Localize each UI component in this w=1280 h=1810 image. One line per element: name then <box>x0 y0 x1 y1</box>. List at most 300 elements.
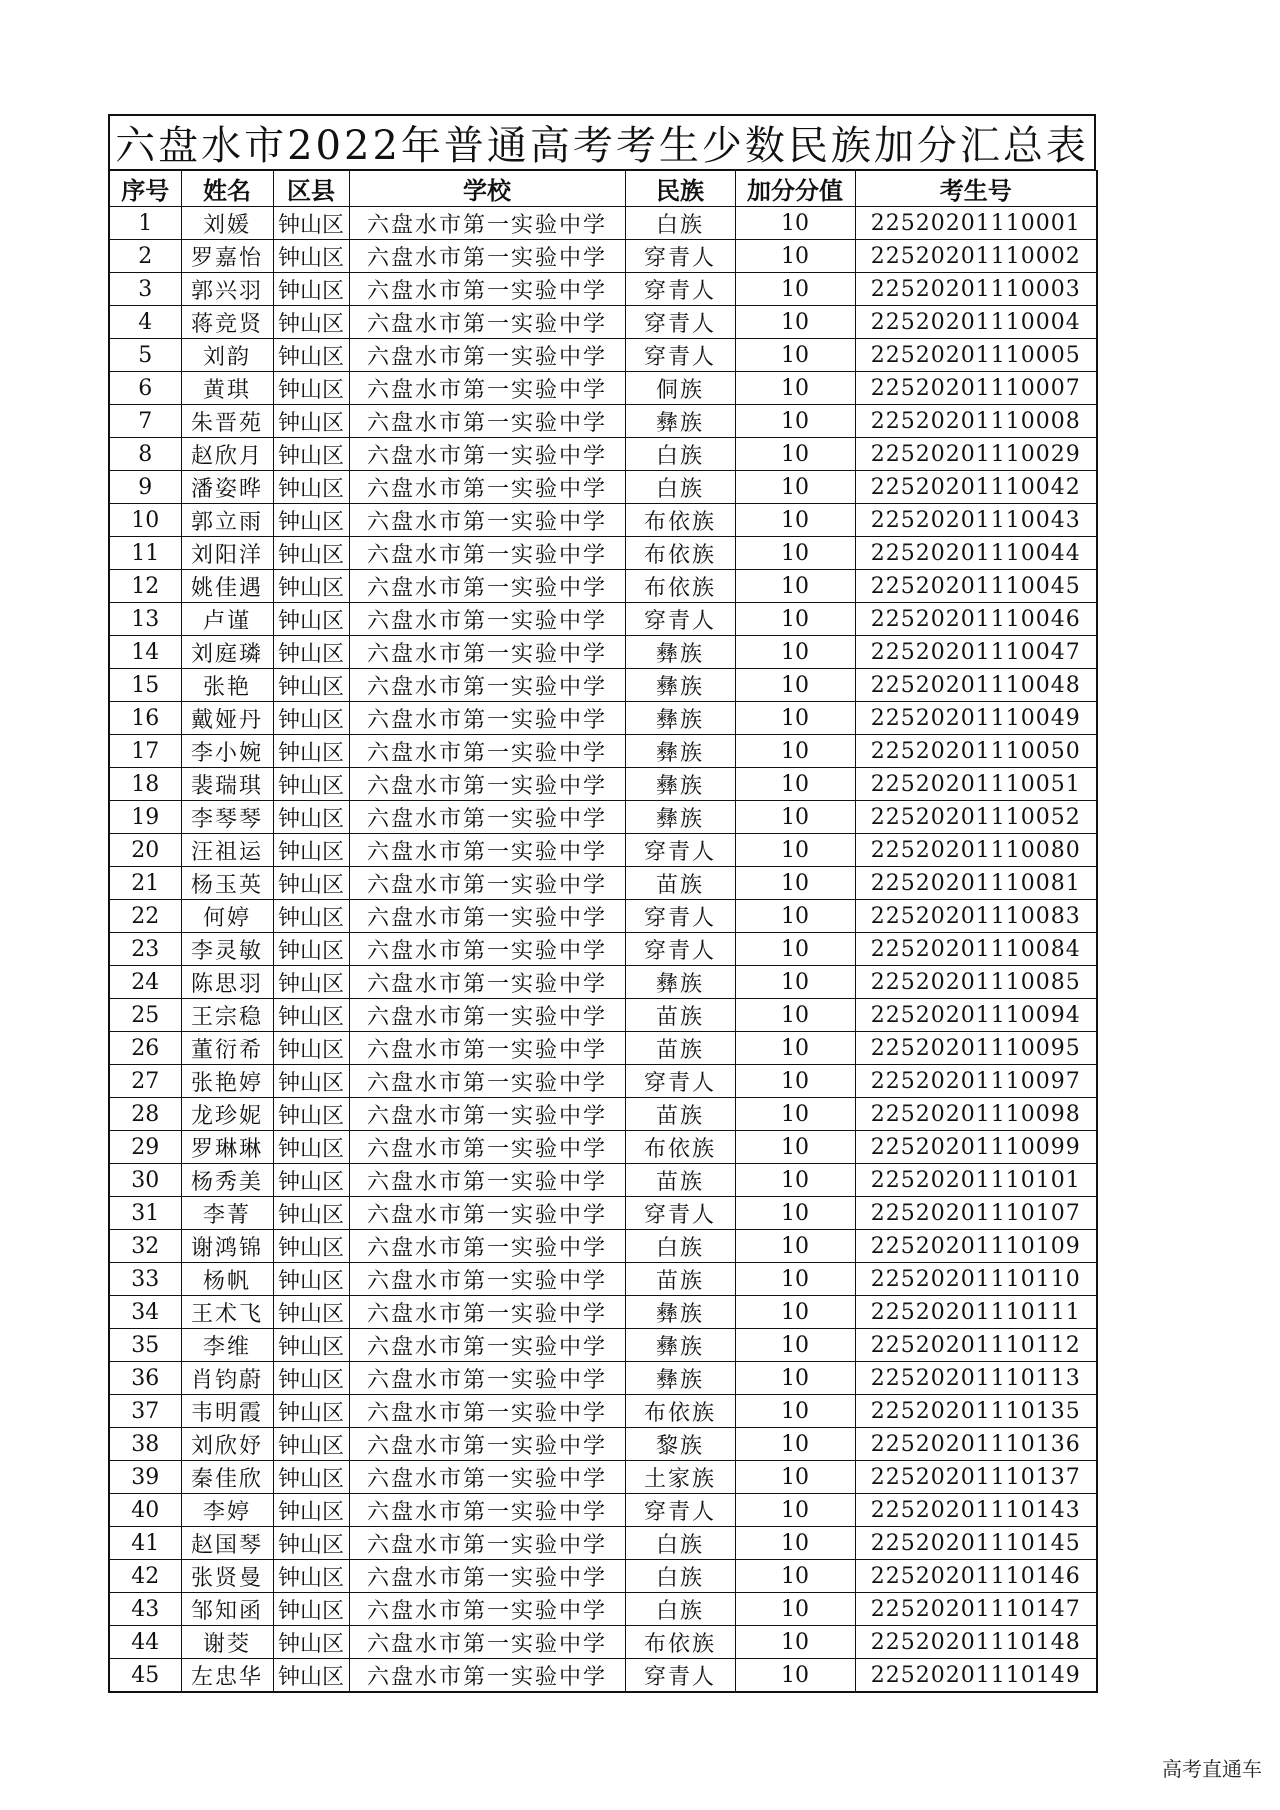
cell-index: 39 <box>109 1461 181 1494</box>
cell-bonus: 10 <box>735 1626 855 1659</box>
table-row <box>109 1659 1097 1693</box>
cell-ethnicity: 彝族 <box>625 1329 735 1362</box>
cell-name: 李小婉 <box>181 735 273 768</box>
cell-name: 谢茭 <box>181 1626 273 1659</box>
cell-index: 30 <box>109 1164 181 1197</box>
cell-district: 钟山区 <box>273 1626 349 1659</box>
cell-bonus: 10 <box>735 405 855 438</box>
cell-name: 郭兴羽 <box>181 273 273 306</box>
header-ethnicity: 民族 <box>625 171 735 207</box>
cell-district: 钟山区 <box>273 834 349 867</box>
table-row <box>109 1329 1097 1362</box>
cell-bonus: 10 <box>735 1131 855 1164</box>
cell-bonus: 10 <box>735 702 855 735</box>
cell-index: 32 <box>109 1230 181 1263</box>
cell-index: 42 <box>109 1560 181 1593</box>
cell-index: 3 <box>109 273 181 306</box>
cell-ethnicity: 穿青人 <box>625 1494 735 1527</box>
table-row <box>109 1230 1097 1263</box>
cell-bonus: 10 <box>735 1395 855 1428</box>
cell-exam-id: 22520201110008 <box>855 405 1097 438</box>
cell-index: 17 <box>109 735 181 768</box>
cell-bonus: 10 <box>735 207 855 240</box>
cell-bonus: 10 <box>735 1659 855 1693</box>
table-row <box>109 240 1097 273</box>
cell-exam-id: 22520201110135 <box>855 1395 1097 1428</box>
table-row <box>109 1428 1097 1461</box>
cell-name: 杨秀美 <box>181 1164 273 1197</box>
cell-bonus: 10 <box>735 636 855 669</box>
cell-bonus: 10 <box>735 537 855 570</box>
table-row <box>109 636 1097 669</box>
cell-exam-id: 22520201110043 <box>855 504 1097 537</box>
cell-index: 7 <box>109 405 181 438</box>
cell-district: 钟山区 <box>273 1428 349 1461</box>
cell-index: 11 <box>109 537 181 570</box>
cell-ethnicity: 苗族 <box>625 1263 735 1296</box>
cell-bonus: 10 <box>735 933 855 966</box>
table-row <box>109 339 1097 372</box>
cell-name: 何婷 <box>181 900 273 933</box>
cell-district: 钟山区 <box>273 1164 349 1197</box>
table-row <box>109 1098 1097 1131</box>
cell-district: 钟山区 <box>273 702 349 735</box>
cell-school: 六盘水市第一实验中学 <box>349 570 625 603</box>
cell-exam-id: 22520201110097 <box>855 1065 1097 1098</box>
cell-index: 20 <box>109 834 181 867</box>
cell-school: 六盘水市第一实验中学 <box>349 1329 625 1362</box>
table-row <box>109 1593 1097 1626</box>
cell-index: 8 <box>109 438 181 471</box>
cell-exam-id: 22520201110149 <box>855 1659 1097 1693</box>
cell-name: 卢谨 <box>181 603 273 636</box>
cell-district: 钟山区 <box>273 768 349 801</box>
table-row <box>109 1032 1097 1065</box>
cell-name: 龙珍妮 <box>181 1098 273 1131</box>
table-row <box>109 1362 1097 1395</box>
cell-school: 六盘水市第一实验中学 <box>349 669 625 702</box>
table-row <box>109 1494 1097 1527</box>
cell-school: 六盘水市第一实验中学 <box>349 636 625 669</box>
cell-name: 刘阳洋 <box>181 537 273 570</box>
cell-district: 钟山区 <box>273 207 349 240</box>
cell-ethnicity: 苗族 <box>625 999 735 1032</box>
cell-bonus: 10 <box>735 339 855 372</box>
cell-bonus: 10 <box>735 1098 855 1131</box>
cell-index: 4 <box>109 306 181 339</box>
cell-district: 钟山区 <box>273 1263 349 1296</box>
cell-district: 钟山区 <box>273 1197 349 1230</box>
cell-index: 35 <box>109 1329 181 1362</box>
cell-index: 38 <box>109 1428 181 1461</box>
cell-name: 张艳 <box>181 669 273 702</box>
cell-index: 12 <box>109 570 181 603</box>
cell-name: 赵欣月 <box>181 438 273 471</box>
cell-name: 邹知函 <box>181 1593 273 1626</box>
cell-exam-id: 22520201110003 <box>855 273 1097 306</box>
cell-name: 罗琳琳 <box>181 1131 273 1164</box>
table-row <box>109 1461 1097 1494</box>
cell-school: 六盘水市第一实验中学 <box>349 933 625 966</box>
cell-exam-id: 22520201110049 <box>855 702 1097 735</box>
cell-index: 41 <box>109 1527 181 1560</box>
cell-school: 六盘水市第一实验中学 <box>349 438 625 471</box>
cell-district: 钟山区 <box>273 801 349 834</box>
cell-name: 谢鸿锦 <box>181 1230 273 1263</box>
cell-school: 六盘水市第一实验中学 <box>349 471 625 504</box>
cell-bonus: 10 <box>735 1329 855 1362</box>
cell-index: 28 <box>109 1098 181 1131</box>
cell-index: 1 <box>109 207 181 240</box>
cell-index: 9 <box>109 471 181 504</box>
cell-name: 陈思羽 <box>181 966 273 999</box>
cell-bonus: 10 <box>735 471 855 504</box>
cell-name: 郭立雨 <box>181 504 273 537</box>
cell-exam-id: 22520201110094 <box>855 999 1097 1032</box>
cell-school: 六盘水市第一实验中学 <box>349 999 625 1032</box>
cell-exam-id: 22520201110080 <box>855 834 1097 867</box>
cell-name: 王宗稳 <box>181 999 273 1032</box>
cell-ethnicity: 穿青人 <box>625 933 735 966</box>
cell-ethnicity: 彝族 <box>625 405 735 438</box>
table-row <box>109 207 1097 240</box>
cell-ethnicity: 穿青人 <box>625 1065 735 1098</box>
cell-name: 李婷 <box>181 1494 273 1527</box>
cell-ethnicity: 穿青人 <box>625 603 735 636</box>
cell-bonus: 10 <box>735 306 855 339</box>
cell-exam-id: 22520201110109 <box>855 1230 1097 1263</box>
cell-bonus: 10 <box>735 1164 855 1197</box>
cell-district: 钟山区 <box>273 1131 349 1164</box>
header-school: 学校 <box>349 171 625 207</box>
cell-district: 钟山区 <box>273 1065 349 1098</box>
cell-bonus: 10 <box>735 504 855 537</box>
cell-name: 秦佳欣 <box>181 1461 273 1494</box>
cell-ethnicity: 彝族 <box>625 1362 735 1395</box>
cell-exam-id: 22520201110110 <box>855 1263 1097 1296</box>
cell-ethnicity: 穿青人 <box>625 1197 735 1230</box>
cell-exam-id: 22520201110148 <box>855 1626 1097 1659</box>
cell-name: 朱晋苑 <box>181 405 273 438</box>
cell-school: 六盘水市第一实验中学 <box>349 1560 625 1593</box>
cell-exam-id: 22520201110147 <box>855 1593 1097 1626</box>
cell-ethnicity: 布依族 <box>625 537 735 570</box>
cell-name: 杨帆 <box>181 1263 273 1296</box>
cell-ethnicity: 穿青人 <box>625 273 735 306</box>
cell-ethnicity: 穿青人 <box>625 1659 735 1693</box>
cell-ethnicity: 彝族 <box>625 669 735 702</box>
cell-district: 钟山区 <box>273 735 349 768</box>
cell-school: 六盘水市第一实验中学 <box>349 1362 625 1395</box>
candidate-table <box>108 170 1098 1693</box>
table-row <box>109 1131 1097 1164</box>
cell-school: 六盘水市第一实验中学 <box>349 1428 625 1461</box>
cell-school: 六盘水市第一实验中学 <box>349 1296 625 1329</box>
cell-name: 王术飞 <box>181 1296 273 1329</box>
cell-ethnicity: 彝族 <box>625 636 735 669</box>
table-row <box>109 1296 1097 1329</box>
cell-name: 李菁 <box>181 1197 273 1230</box>
table-row <box>109 933 1097 966</box>
cell-school: 六盘水市第一实验中学 <box>349 1230 625 1263</box>
table-row <box>109 471 1097 504</box>
cell-district: 钟山区 <box>273 1362 349 1395</box>
cell-name: 刘庭璘 <box>181 636 273 669</box>
cell-index: 40 <box>109 1494 181 1527</box>
cell-bonus: 10 <box>735 438 855 471</box>
table-row <box>109 306 1097 339</box>
cell-name: 罗嘉怡 <box>181 240 273 273</box>
cell-exam-id: 22520201110112 <box>855 1329 1097 1362</box>
cell-district: 钟山区 <box>273 1230 349 1263</box>
cell-school: 六盘水市第一实验中学 <box>349 768 625 801</box>
cell-bonus: 10 <box>735 966 855 999</box>
cell-name: 汪祖运 <box>181 834 273 867</box>
cell-exam-id: 22520201110002 <box>855 240 1097 273</box>
cell-name: 姚佳遇 <box>181 570 273 603</box>
cell-district: 钟山区 <box>273 1527 349 1560</box>
cell-ethnicity: 彝族 <box>625 735 735 768</box>
cell-ethnicity: 布依族 <box>625 1395 735 1428</box>
cell-bonus: 10 <box>735 1494 855 1527</box>
cell-district: 钟山区 <box>273 1461 349 1494</box>
cell-index: 44 <box>109 1626 181 1659</box>
cell-ethnicity: 侗族 <box>625 372 735 405</box>
cell-exam-id: 22520201110050 <box>855 735 1097 768</box>
cell-district: 钟山区 <box>273 273 349 306</box>
cell-bonus: 10 <box>735 1527 855 1560</box>
cell-school: 六盘水市第一实验中学 <box>349 273 625 306</box>
cell-exam-id: 22520201110137 <box>855 1461 1097 1494</box>
cell-bonus: 10 <box>735 1065 855 1098</box>
cell-exam-id: 22520201110136 <box>855 1428 1097 1461</box>
header-index: 序号 <box>109 171 181 207</box>
cell-district: 钟山区 <box>273 966 349 999</box>
cell-index: 36 <box>109 1362 181 1395</box>
cell-exam-id: 22520201110101 <box>855 1164 1097 1197</box>
cell-bonus: 10 <box>735 735 855 768</box>
cell-index: 43 <box>109 1593 181 1626</box>
cell-school: 六盘水市第一实验中学 <box>349 867 625 900</box>
cell-bonus: 10 <box>735 1362 855 1395</box>
cell-school: 六盘水市第一实验中学 <box>349 339 625 372</box>
table-row <box>109 900 1097 933</box>
cell-district: 钟山区 <box>273 867 349 900</box>
cell-exam-id: 22520201110042 <box>855 471 1097 504</box>
cell-exam-id: 22520201110146 <box>855 1560 1097 1593</box>
table-row <box>109 966 1097 999</box>
cell-index: 27 <box>109 1065 181 1098</box>
cell-exam-id: 22520201110083 <box>855 900 1097 933</box>
cell-exam-id: 22520201110005 <box>855 339 1097 372</box>
cell-name: 董衍希 <box>181 1032 273 1065</box>
cell-school: 六盘水市第一实验中学 <box>349 207 625 240</box>
cell-bonus: 10 <box>735 273 855 306</box>
cell-exam-id: 22520201110045 <box>855 570 1097 603</box>
cell-school: 六盘水市第一实验中学 <box>349 1065 625 1098</box>
header-district: 区县 <box>273 171 349 207</box>
table-row <box>109 603 1097 636</box>
cell-exam-id: 22520201110084 <box>855 933 1097 966</box>
header-name: 姓名 <box>181 171 273 207</box>
cell-district: 钟山区 <box>273 603 349 636</box>
cell-bonus: 10 <box>735 768 855 801</box>
cell-name: 韦明霞 <box>181 1395 273 1428</box>
cell-district: 钟山区 <box>273 1494 349 1527</box>
cell-name: 李灵敏 <box>181 933 273 966</box>
cell-bonus: 10 <box>735 1263 855 1296</box>
cell-school: 六盘水市第一实验中学 <box>349 1626 625 1659</box>
cell-exam-id: 22520201110044 <box>855 537 1097 570</box>
cell-school: 六盘水市第一实验中学 <box>349 372 625 405</box>
cell-name: 刘欣妤 <box>181 1428 273 1461</box>
cell-name: 刘韵 <box>181 339 273 372</box>
cell-district: 钟山区 <box>273 636 349 669</box>
cell-index: 23 <box>109 933 181 966</box>
header-row <box>109 171 1097 207</box>
table-row <box>109 405 1097 438</box>
cell-bonus: 10 <box>735 372 855 405</box>
cell-bonus: 10 <box>735 240 855 273</box>
cell-school: 六盘水市第一实验中学 <box>349 1263 625 1296</box>
cell-index: 13 <box>109 603 181 636</box>
cell-district: 钟山区 <box>273 1296 349 1329</box>
cell-school: 六盘水市第一实验中学 <box>349 1461 625 1494</box>
cell-index: 45 <box>109 1659 181 1693</box>
cell-exam-id: 22520201110029 <box>855 438 1097 471</box>
cell-bonus: 10 <box>735 1461 855 1494</box>
cell-district: 钟山区 <box>273 933 349 966</box>
cell-ethnicity: 穿青人 <box>625 900 735 933</box>
cell-school: 六盘水市第一实验中学 <box>349 801 625 834</box>
cell-school: 六盘水市第一实验中学 <box>349 1659 625 1693</box>
cell-school: 六盘水市第一实验中学 <box>349 504 625 537</box>
cell-bonus: 10 <box>735 1032 855 1065</box>
table-row <box>109 1065 1097 1098</box>
cell-ethnicity: 彝族 <box>625 702 735 735</box>
cell-district: 钟山区 <box>273 1032 349 1065</box>
cell-exam-id: 22520201110145 <box>855 1527 1097 1560</box>
cell-bonus: 10 <box>735 570 855 603</box>
cell-name: 裴瑞琪 <box>181 768 273 801</box>
table-row <box>109 999 1097 1032</box>
cell-district: 钟山区 <box>273 1329 349 1362</box>
cell-school: 六盘水市第一实验中学 <box>349 240 625 273</box>
cell-district: 钟山区 <box>273 405 349 438</box>
cell-exam-id: 22520201110004 <box>855 306 1097 339</box>
cell-ethnicity: 白族 <box>625 438 735 471</box>
cell-ethnicity: 布依族 <box>625 570 735 603</box>
cell-exam-id: 22520201110111 <box>855 1296 1097 1329</box>
cell-ethnicity: 白族 <box>625 471 735 504</box>
cell-school: 六盘水市第一实验中学 <box>349 405 625 438</box>
cell-index: 25 <box>109 999 181 1032</box>
cell-bonus: 10 <box>735 1296 855 1329</box>
cell-exam-id: 22520201110046 <box>855 603 1097 636</box>
cell-index: 18 <box>109 768 181 801</box>
table-row <box>109 537 1097 570</box>
cell-index: 5 <box>109 339 181 372</box>
table-row <box>109 1560 1097 1593</box>
cell-exam-id: 22520201110113 <box>855 1362 1097 1395</box>
cell-name: 李琴琴 <box>181 801 273 834</box>
cell-index: 29 <box>109 1131 181 1164</box>
cell-index: 24 <box>109 966 181 999</box>
cell-school: 六盘水市第一实验中学 <box>349 306 625 339</box>
cell-name: 肖钧蔚 <box>181 1362 273 1395</box>
table-row <box>109 504 1097 537</box>
table-row <box>109 1263 1097 1296</box>
cell-ethnicity: 土家族 <box>625 1461 735 1494</box>
cell-name: 李维 <box>181 1329 273 1362</box>
table-row <box>109 1395 1097 1428</box>
cell-index: 21 <box>109 867 181 900</box>
cell-index: 2 <box>109 240 181 273</box>
table-row <box>109 1527 1097 1560</box>
cell-index: 33 <box>109 1263 181 1296</box>
cell-exam-id: 22520201110095 <box>855 1032 1097 1065</box>
table-row <box>109 570 1097 603</box>
cell-ethnicity: 白族 <box>625 1560 735 1593</box>
cell-index: 6 <box>109 372 181 405</box>
cell-bonus: 10 <box>735 834 855 867</box>
cell-ethnicity: 彝族 <box>625 1296 735 1329</box>
cell-bonus: 10 <box>735 603 855 636</box>
cell-school: 六盘水市第一实验中学 <box>349 1164 625 1197</box>
cell-exam-id: 22520201110007 <box>855 372 1097 405</box>
cell-exam-id: 22520201110143 <box>855 1494 1097 1527</box>
cell-exam-id: 22520201110098 <box>855 1098 1097 1131</box>
cell-exam-id: 22520201110001 <box>855 207 1097 240</box>
cell-school: 六盘水市第一实验中学 <box>349 1527 625 1560</box>
cell-ethnicity: 穿青人 <box>625 240 735 273</box>
cell-ethnicity: 布依族 <box>625 504 735 537</box>
cell-name: 刘媛 <box>181 207 273 240</box>
cell-district: 钟山区 <box>273 339 349 372</box>
cell-name: 张贤曼 <box>181 1560 273 1593</box>
cell-ethnicity: 彝族 <box>625 768 735 801</box>
cell-name: 蒋竞贤 <box>181 306 273 339</box>
cell-ethnicity: 彝族 <box>625 966 735 999</box>
cell-index: 14 <box>109 636 181 669</box>
cell-bonus: 10 <box>735 999 855 1032</box>
cell-exam-id: 22520201110052 <box>855 801 1097 834</box>
cell-exam-id: 22520201110048 <box>855 669 1097 702</box>
cell-exam-id: 22520201110099 <box>855 1131 1097 1164</box>
table-row <box>109 372 1097 405</box>
cell-district: 钟山区 <box>273 900 349 933</box>
cell-ethnicity: 苗族 <box>625 867 735 900</box>
cell-bonus: 10 <box>735 1593 855 1626</box>
sheet-title: 六盘水市2022年普通高考考生少数民族加分汇总表 <box>108 114 1096 170</box>
cell-district: 钟山区 <box>273 570 349 603</box>
cell-district: 钟山区 <box>273 537 349 570</box>
cell-name: 戴娅丹 <box>181 702 273 735</box>
cell-index: 34 <box>109 1296 181 1329</box>
cell-index: 16 <box>109 702 181 735</box>
cell-ethnicity: 黎族 <box>625 1428 735 1461</box>
header-bonus: 加分分值 <box>735 171 855 207</box>
table-row <box>109 669 1097 702</box>
cell-bonus: 10 <box>735 1230 855 1263</box>
cell-school: 六盘水市第一实验中学 <box>349 603 625 636</box>
cell-ethnicity: 苗族 <box>625 1164 735 1197</box>
cell-name: 潘姿晔 <box>181 471 273 504</box>
cell-ethnicity: 白族 <box>625 207 735 240</box>
cell-district: 钟山区 <box>273 240 349 273</box>
cell-school: 六盘水市第一实验中学 <box>349 1032 625 1065</box>
cell-ethnicity: 穿青人 <box>625 834 735 867</box>
